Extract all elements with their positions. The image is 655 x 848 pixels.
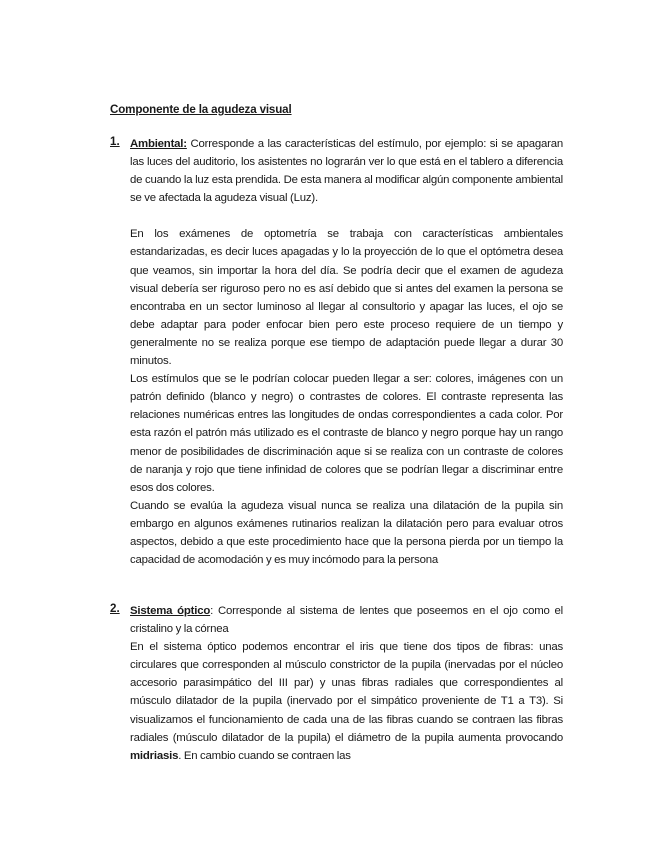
- keyword-midriasis: midriasis: [130, 749, 179, 762]
- section-number: 1.: [110, 135, 120, 148]
- paragraph-iris-text: En el sistema óptico podemos encontrar el iris que tiene dos tipos de fibras: unas circulares que corresponden al músculo constrictor de la pupila (inervadas por el núcleo accesorio parasimpático del III par) y unas fibras radiales que correspondientes al músculo dilatador de la pupila (inervado por el simpático proveniente de T1 a T3). Si visualizamos el funcionamiento de cada una de las fibras cuando se contraen las fibras radiales (músculo dilatador de la pupila) el diámetro de la pupila aumenta provocando: [130, 641, 563, 744]
- section-heading: Ambiental:: [130, 138, 187, 150]
- section-intro-text: Corresponde a las características del estímulo, por ejemplo: si se apagaran las luces del auditorio, los asistentes no lograrán ver lo que está en el tablero a diferencia de cuando la luz esta prendida. De esta manera al modificar algún componente ambiental se ve afectada la agudeza visual (Luz).: [130, 138, 563, 205]
- paragraph-iris-tail: . En cambio cuando se contraen las: [178, 749, 351, 762]
- section-number: 2.: [110, 602, 120, 615]
- paragraph-dilatacion: Cuando se evalúa la agudeza visual nunca se realiza una dilatación de la pupila sin embargo en algunos exámenes rutinarios realizan la dilatación pero para evaluar otros aspectos, debido a que este procedimiento hace que la persona pierda por un tiempo la capacidad de acomodación y es muy incómodo para la persona: [130, 499, 563, 567]
- paragraph-estimulos: Los estímulos que se le podrían colocar pueden llegar a ser: colores, imágenes con un patrón definido (blanco y negro) o contrastes de colores. El contraste representa las relaciones numéricas entres las longitudes de ondas correspondientes a cada color. Por esta razón el patrón más utilizado es el contraste de blanco y negro porque hay un rango menor de posibilidades de discriminación aque si se realiza con un contraste de colores de naranja y rojo que tiene infinidad de colores que se podrían llegar a discriminar entre esos dos colores.: [130, 373, 563, 494]
- section-body: [130, 135, 563, 569]
- section-intro: [130, 135, 563, 207]
- paragraph-optometria: En los exámenes de optometría se trabaja con características ambientales estandarizadas, es decir luces apagadas y lo la proyección de lo que el optómetra desea que veamos, sin importar la hora del día. Se podría decir que el examen de agudeza visual debería ser riguroso pero no es así debido que si antes del examen la persona se encontraba en un sector luminoso al llegar al consultorio y apagar las luces, el ojo se debe adaptar para poder enfocar bien pero este proceso requiere de un tiempo y generalmente no se realiza porque ese tiempo de adaptación puede llegar a durar 30 minutos.: [130, 228, 563, 368]
- section-sistema-optico: [110, 602, 563, 765]
- paragraph-iris: [130, 638, 563, 765]
- section-intro: [130, 602, 563, 638]
- section-intro-text: : Corresponde al sistema de lentes que poseemos en el ojo como el cristalino y la córnea: [130, 605, 564, 636]
- section-ambiental: [110, 135, 563, 569]
- section-heading: Sistema óptico: [130, 605, 211, 617]
- section-body: [130, 602, 563, 765]
- page-title: Componente de la agudeza visual: [110, 103, 292, 116]
